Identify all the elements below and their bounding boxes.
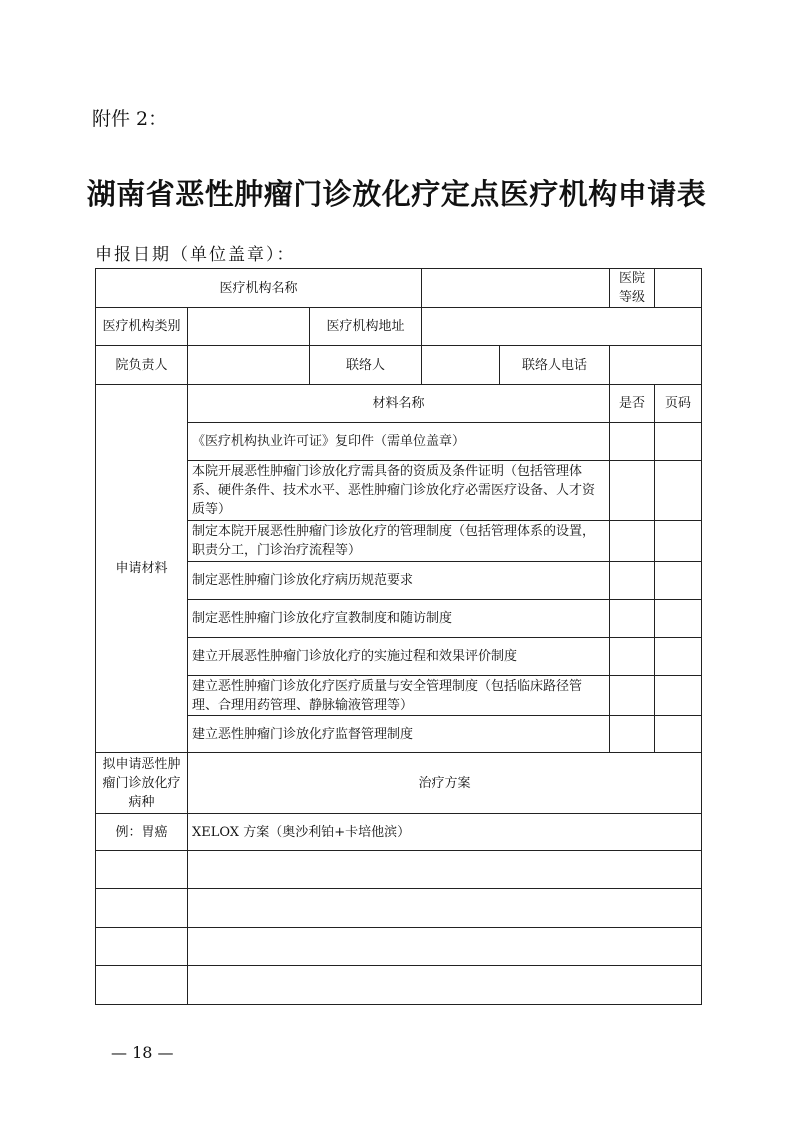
material-item-name: 建立开展恶性肿瘤门诊放化疗的实施过程和效果评价制度 [188, 638, 610, 676]
material-page-field[interactable] [655, 423, 702, 461]
application-form-table [95, 268, 702, 1005]
material-item-name: 建立恶性肿瘤门诊放化疗监督管理制度 [188, 716, 610, 753]
plan-field[interactable] [188, 928, 702, 966]
attachment-label: 附件 2： [92, 108, 168, 130]
material-page-field[interactable] [655, 600, 702, 638]
material-item-name: 《医疗机构执业许可证》复印件（需单位盖章） [188, 423, 610, 461]
material-item-name: 制定本院开展恶性肿瘤门诊放化疗的管理制度（包括管理体系的设置，职责分工，门诊治疗流程等） [188, 521, 610, 562]
material-yes-no-field[interactable] [610, 676, 655, 716]
plan-field[interactable] [188, 966, 702, 1005]
plan-header: 治疗方案 [188, 753, 702, 814]
example-plan: XELOX 方案（奥沙利铂+卡培他滨） [188, 814, 702, 851]
plan-field[interactable] [188, 851, 702, 889]
treatment-example-row [96, 814, 702, 851]
disease-header: 拟申请恶性肿瘤门诊放化疗病种 [96, 753, 188, 814]
contact-field[interactable] [422, 346, 500, 385]
contact-phone-field[interactable] [610, 346, 702, 385]
form-title: 湖南省恶性肿瘤门诊放化疗定点医疗机构申请表 [86, 177, 707, 211]
disease-field[interactable] [96, 851, 188, 889]
plan-field[interactable] [188, 889, 702, 928]
disease-field[interactable] [96, 928, 188, 966]
materials-col-yes-no: 是否 [610, 385, 655, 423]
disease-field[interactable] [96, 889, 188, 928]
material-page-field[interactable] [655, 638, 702, 676]
info-row-3 [96, 346, 702, 385]
material-page-field[interactable] [655, 461, 702, 521]
treatment-row [96, 889, 702, 928]
page-number: — 18 — [111, 1043, 174, 1062]
info-row-1 [96, 269, 702, 308]
material-yes-no-field[interactable] [610, 521, 655, 562]
contact-phone-label: 联络人电话 [500, 346, 610, 385]
material-yes-no-field[interactable] [610, 638, 655, 676]
material-yes-no-field[interactable] [610, 461, 655, 521]
treatment-header-row [96, 753, 702, 814]
material-page-field[interactable] [655, 716, 702, 753]
materials-col-name: 材料名称 [188, 385, 610, 423]
material-yes-no-field[interactable] [610, 562, 655, 600]
info-row-2 [96, 308, 702, 346]
institution-type-label: 医疗机构类别 [96, 308, 188, 346]
hospital-level-label: 医院等级 [610, 269, 655, 308]
example-disease: 例：胃癌 [96, 814, 188, 851]
hospital-head-field[interactable] [188, 346, 310, 385]
treatment-row [96, 851, 702, 889]
material-item-name: 制定恶性肿瘤门诊放化疗病历规范要求 [188, 562, 610, 600]
material-yes-no-field[interactable] [610, 423, 655, 461]
material-item-name: 建立恶性肿瘤门诊放化疗医疗质量与安全管理制度（包括临床路径管理、合理用药管理、静脉输液管理等） [188, 676, 610, 716]
material-yes-no-field[interactable] [610, 600, 655, 638]
materials-header-row [96, 385, 702, 423]
materials-col-page: 页码 [655, 385, 702, 423]
material-page-field[interactable] [655, 562, 702, 600]
institution-name-field[interactable] [422, 269, 610, 308]
treatment-row [96, 928, 702, 966]
materials-section-label: 申请材料 [96, 385, 188, 753]
declare-date-label: 申报日期（单位盖章）： [95, 245, 296, 265]
institution-name-label: 医疗机构名称 [96, 269, 422, 308]
material-yes-no-field[interactable] [610, 716, 655, 753]
institution-address-label: 医疗机构地址 [310, 308, 422, 346]
hospital-level-field[interactable] [655, 269, 702, 308]
contact-label: 联络人 [310, 346, 422, 385]
material-page-field[interactable] [655, 676, 702, 716]
material-item-name: 本院开展恶性肿瘤门诊放化疗需具备的资质及条件证明（包括管理体系、硬件条件、技术水平、恶性肿瘤门诊放化疗必需医疗设备、人才资质等） [188, 461, 610, 521]
material-page-field[interactable] [655, 521, 702, 562]
material-item-name: 制定恶性肿瘤门诊放化疗宣教制度和随访制度 [188, 600, 610, 638]
disease-field[interactable] [96, 966, 188, 1005]
institution-type-field[interactable] [188, 308, 310, 346]
treatment-row [96, 966, 702, 1005]
institution-address-field[interactable] [422, 308, 702, 346]
hospital-head-label: 院负责人 [96, 346, 188, 385]
